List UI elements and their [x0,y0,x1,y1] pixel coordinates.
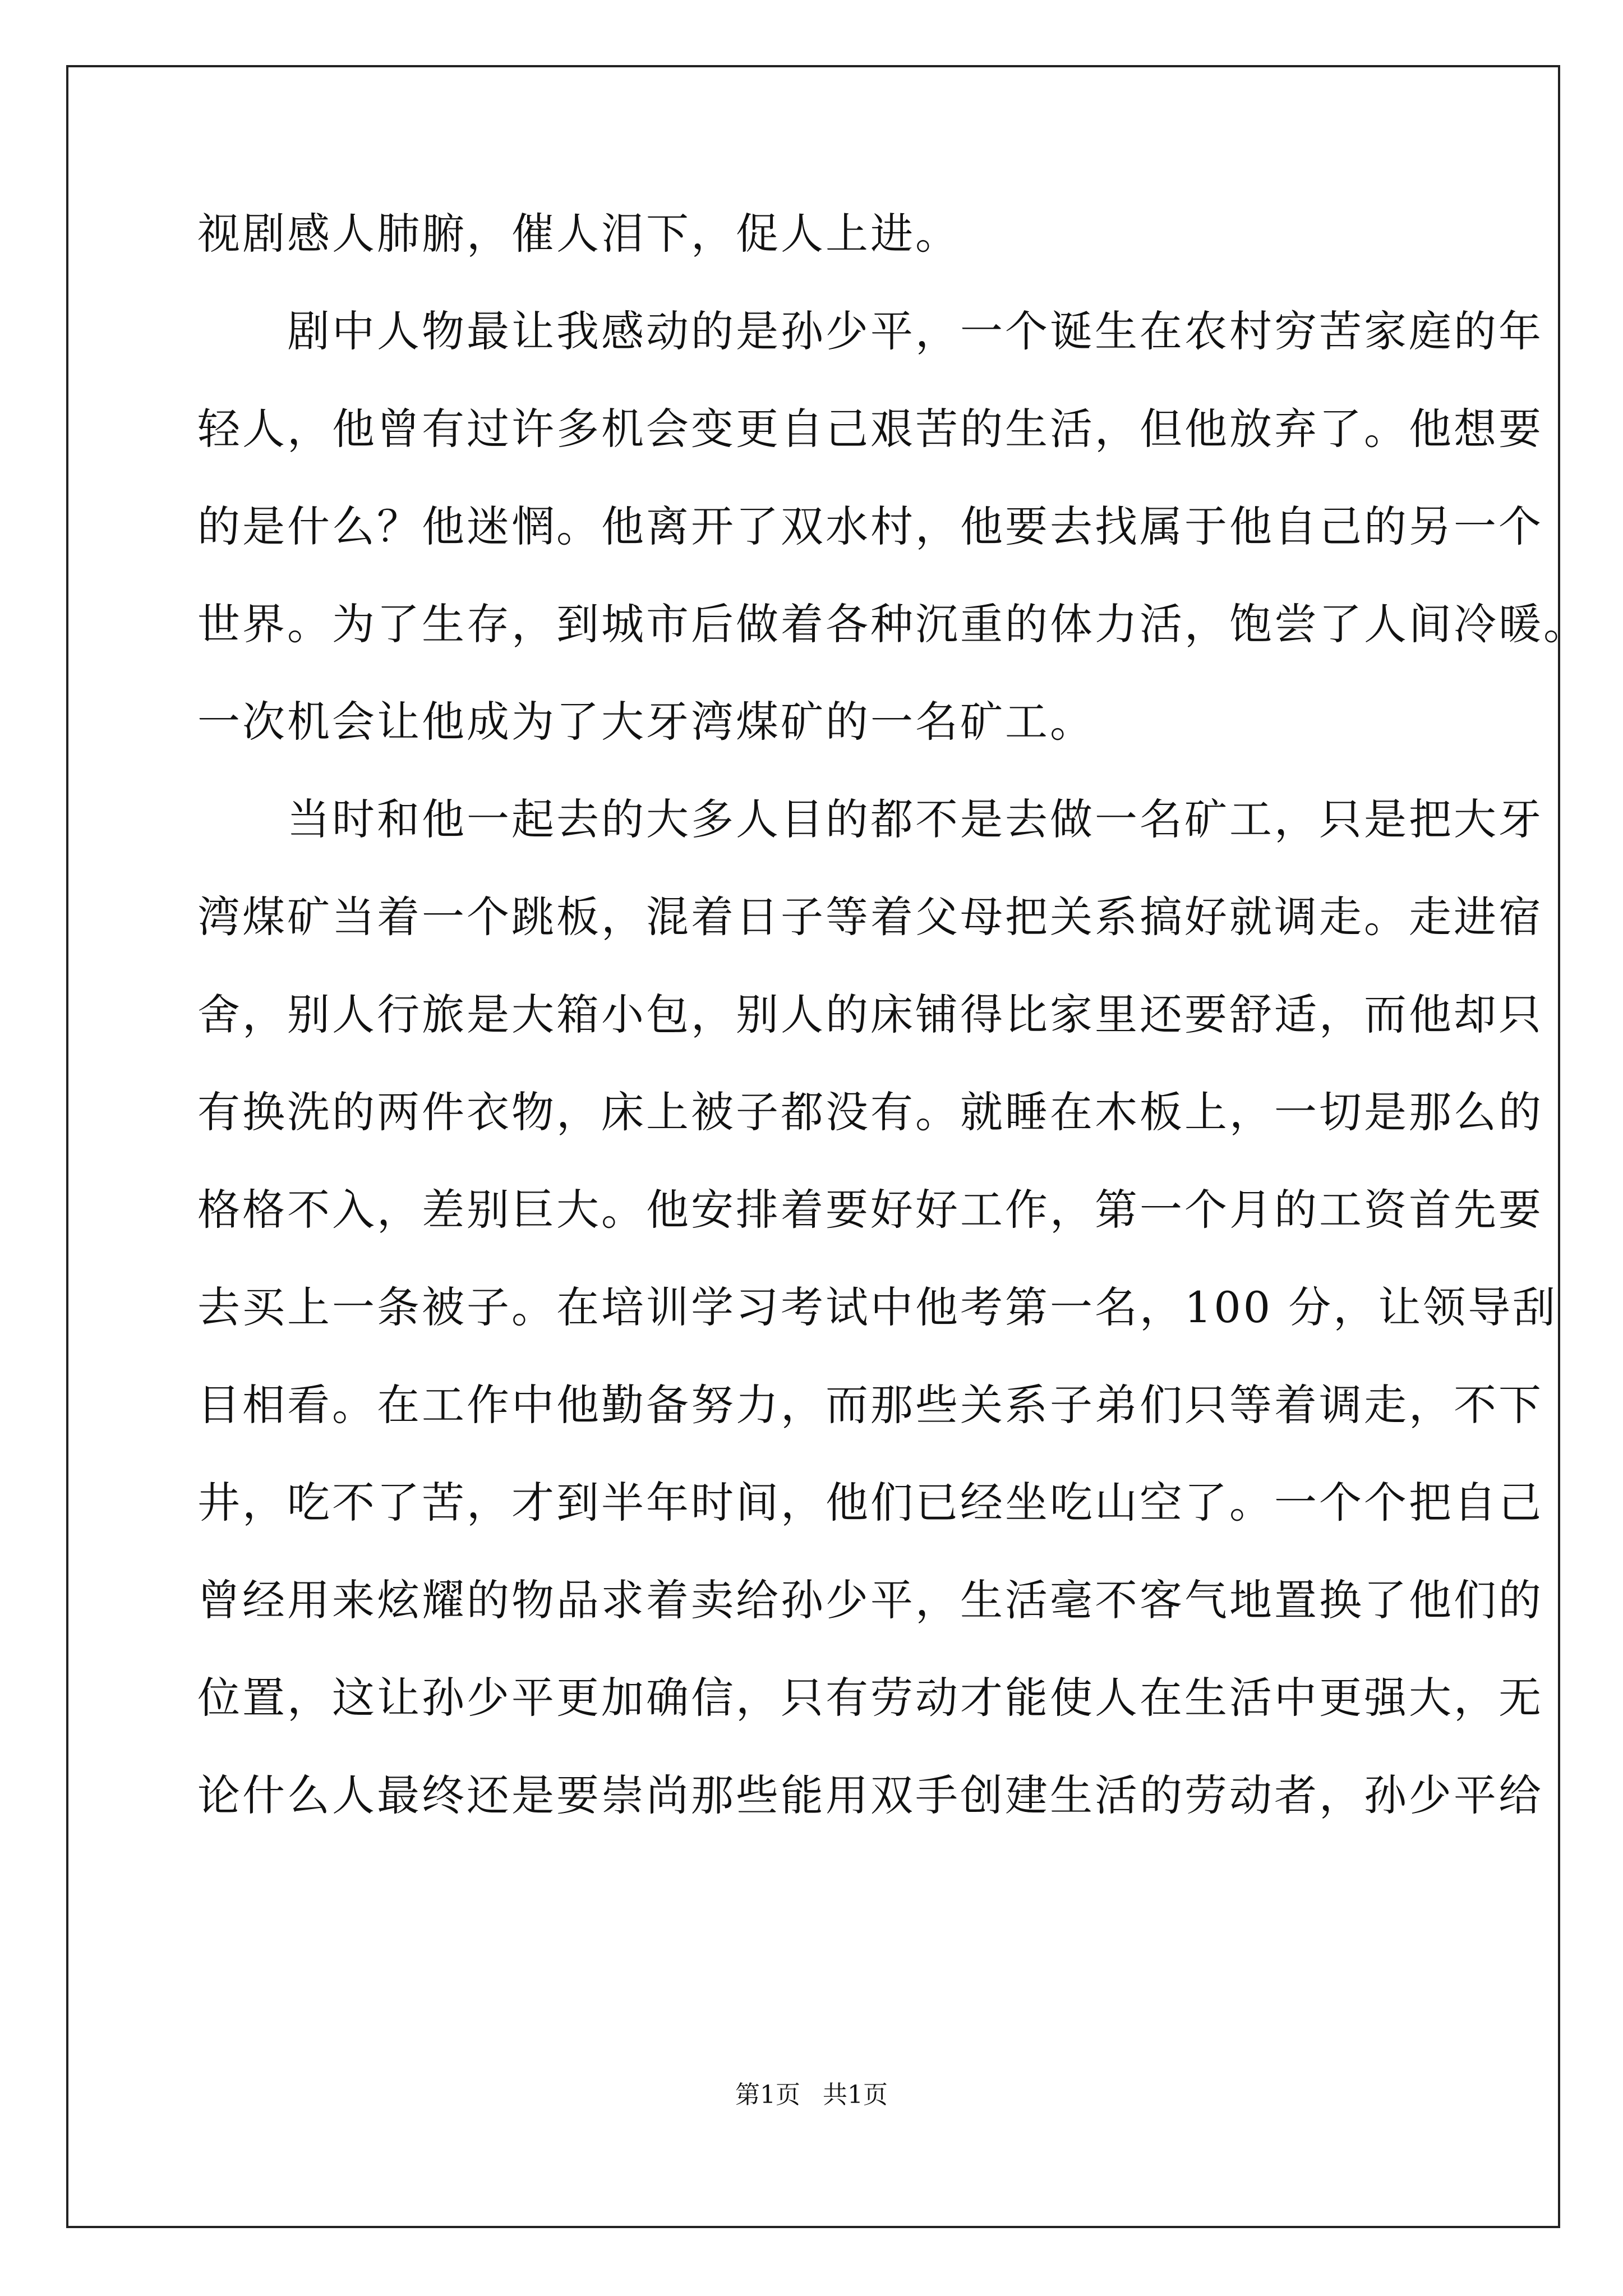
text-line: 轻人，他曾有过许多机会变更自己艰苦的生活，但他放弃了。他想要 [197,404,1543,454]
page-number: 第1页 [735,2081,800,2109]
page-border [66,65,1560,2228]
text-line: 有换洗的两件衣物，床上被子都没有。就睡在木板上，一切是那么的 [197,1087,1543,1137]
page-footer [0,2078,1623,2112]
text-line: 曾经用来炫耀的物品求着卖给孙少平，生活毫不客气地置换了他们的 [197,1575,1543,1625]
text-line: 当时和他一起去的大多人目的都不是去做一名矿工，只是把大牙 [197,794,1543,844]
text-line: 论什么人最终还是要崇尚那些能用双手创建生活的劳动者，孙少平给 [197,1770,1543,1820]
text-line: 一次机会让他成为了大牙湾煤矿的一名矿工。 [197,697,1095,747]
page-total: 共1页 [823,2081,888,2109]
text-line: 的是什么？他迷惘。他离开了双水村，他要去找属于他自己的另一个 [197,501,1543,551]
text-line: 目相看。在工作中他勤备努力，而那些关系子弟们只等着调走，不下 [197,1380,1543,1430]
text-line: 舍，别人行旅是大箱小包，别人的床铺得比家里还要舒适，而他却只 [197,990,1543,1039]
text-line: 世界。为了生存，到城市后做着各种沉重的体力活，饱尝了人间冷暖。 [197,599,1588,649]
text-line: 剧中人物最让我感动的是孙少平，一个诞生在农村穷苦家庭的年 [197,306,1543,356]
text-line: 格格不入，差别巨大。他安排着要好好工作，第一个月的工资首先要 [197,1185,1543,1235]
text-line: 视剧感人肺腑，催人泪下，促人上进。 [197,209,960,259]
text-line: 井，吃不了苦，才到半年时间，他们已经坐吃山空了。一个个把自己 [197,1478,1543,1527]
text-line: 去买上一条被子。在培训学习考试中他考第一名，100 分，让领导刮 [197,1282,1558,1332]
text-line: 湾煤矿当着一个跳板，混着日子等着父母把关系搞好就调走。走进宿 [197,892,1543,942]
text-line: 位置，这让孙少平更加确信，只有劳动才能使人在生活中更强大，无 [197,1673,1543,1723]
